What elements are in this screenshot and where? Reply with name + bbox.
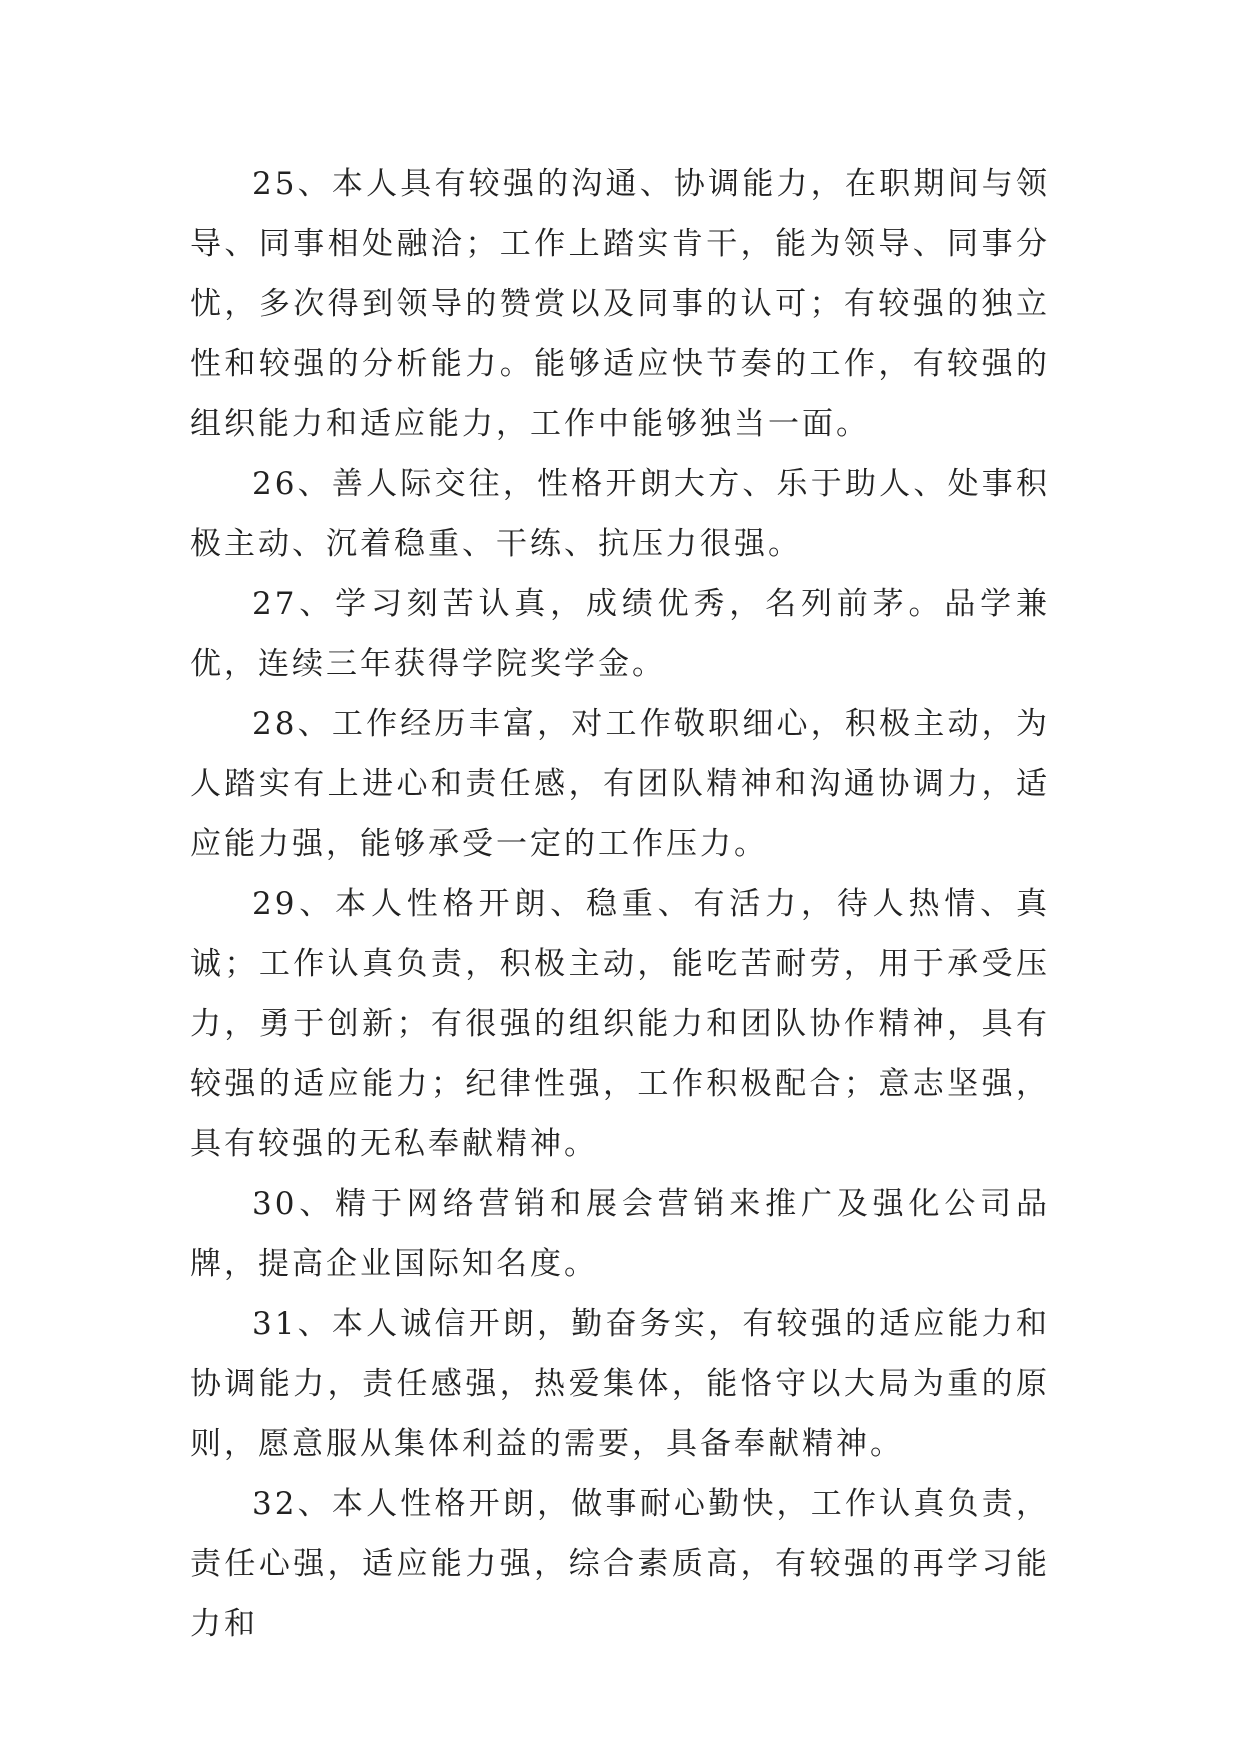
- paragraph-28: 28、工作经历丰富，对工作敬职细心，积极主动，为人踏实有上进心和责任感，有团队精神和沟通协调力，适应能力强，能够承受一定的工作压力。: [190, 706, 1050, 862]
- paragraph-27: 27、学习刻苦认真，成绩优秀，名列前茅。品学兼优，连续三年获得学院奖学金。: [190, 586, 1050, 682]
- paragraph-29: 29、本人性格开朗、稳重、有活力，待人热情、真诚；工作认真负责，积极主动，能吃苦耐劳，用于承受压力，勇于创新；有很强的组织能力和团队协作精神，具有较强的适应能力；纪律性强，工作积极配合；意志坚强，具有较强的无私奉献精神。: [190, 886, 1050, 1162]
- paragraph-30: 30、精于网络营销和展会营销来推广及强化公司品牌，提高企业国际知名度。: [190, 1186, 1050, 1282]
- paragraph-31: 31、本人诚信开朗，勤奋务实，有较强的适应能力和协调能力，责任感强，热爱集体，能恪守以大局为重的原则，愿意服从集体利益的需要，具备奉献精神。: [190, 1306, 1050, 1462]
- paragraph-25: 25、本人具有较强的沟通、协调能力，在职期间与领导、同事相处融洽；工作上踏实肯干，能为领导、同事分忧，多次得到领导的赞赏以及同事的认可；有较强的独立性和较强的分析能力。能够适应快节奏的工作，有较强的组织能力和适应能力，工作中能够独当一面。: [190, 166, 1050, 442]
- paragraph-32: 32、本人性格开朗，做事耐心勤快，工作认真负责，责任心强，适应能力强，综合素质高，有较强的再学习能力和: [190, 1486, 1050, 1642]
- document-body: [190, 154, 1050, 1654]
- paragraph-26: 26、善人际交往，性格开朗大方、乐于助人、处事积极主动、沉着稳重、干练、抗压力很强。: [190, 466, 1050, 562]
